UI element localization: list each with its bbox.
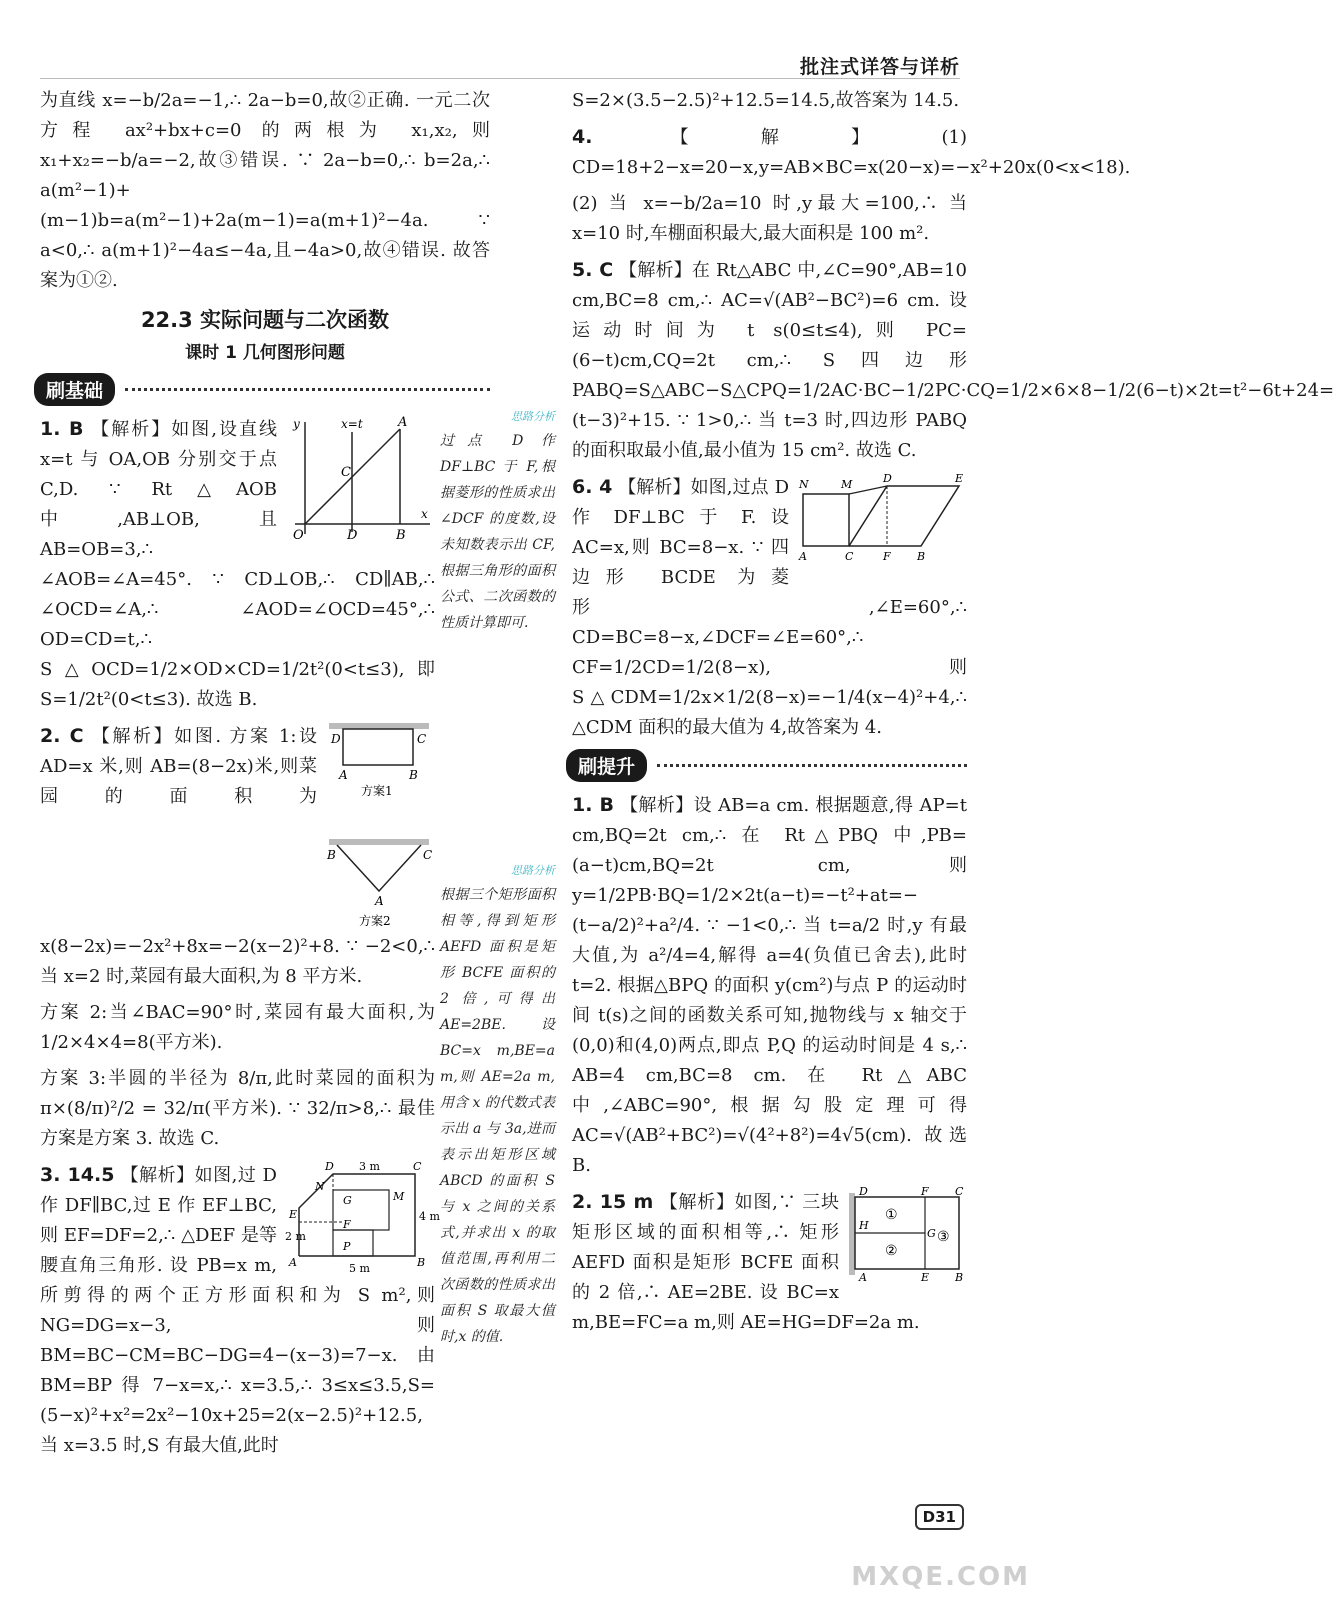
question-6-number: 6. 4 xyxy=(572,476,613,498)
fig3-label-p: P xyxy=(343,1240,351,1253)
fig3-square-1 xyxy=(333,1190,389,1230)
fig6-rhombus xyxy=(849,486,959,546)
fig6-label-a: A xyxy=(799,550,807,563)
question-5-number: 5. C xyxy=(572,259,614,281)
fig7-region-1: ① xyxy=(885,1207,898,1223)
fig2-caption-2: 方案2 xyxy=(359,914,391,928)
fig1-label-c: C xyxy=(341,465,351,480)
fig6-label-e: E xyxy=(955,472,964,485)
fig1-label-y: y xyxy=(293,417,300,431)
fig6-label-f: F xyxy=(883,550,891,563)
figure-6-rhombus-diagram xyxy=(797,472,967,564)
side-note-2-text: 根据三个矩形面积相等,得到矩形 AEFD 面积是矩形 BCFE 面积的 2 倍,可得出 AE=2BE. 设 BC=x m,BE=a m,则 AE=2a m,用含 x 的代数式表示出 a 与 3a,进而表示出矩形区域 ABCD 的面积 S 与 x 之间的关系式,并求出 x 的取值范围,再利用二次函数的性质求出面积 S 取最大值时,x 的值. xyxy=(440,887,555,1345)
question-4-text-part-2: (2) 当 x=−b/2a=10 时,y最大=100,∴ 当 x=10 时,车棚面积最大,最大面积是 100 m². xyxy=(572,193,967,244)
fig3-label-m: M xyxy=(393,1190,405,1203)
fig6-line-md xyxy=(849,486,887,494)
intro-paragraph: 为直线 x=−b/2a=−1,∴ 2a−b=0,故②正确. 一元二次方程 ax²+bx+c=0 的两根为 x₁,x₂,则 x₁+x₂=−b/a=−2,故③错误. ∵ 2a−b=0,∴ b=2a,∴ a(m²−1)+(m−1)b=a(m²−1)+2a(m−1)=a(m+1)²−4a. ∵ a<0,∴ a(m+1)²−4a≤−4a,且−4a>0,故④错误. 故答案为①②. xyxy=(40,90,490,291)
fig3-label-f: F xyxy=(343,1218,351,1231)
section-title: 22.3 实际问题与二次函数 xyxy=(140,308,390,332)
side-note-2-tag: 思路分析 xyxy=(511,864,555,877)
question-1-number: 1. B xyxy=(40,418,84,440)
advanced-question-1-text: 【解析】设 AB=a cm. 根据题意,得 AP=t cm,BQ=2t cm,∴ 在 Rt△PBQ 中,PB=(a−t)cm,BQ=2t cm,则 y=1/2PB·BQ=1/2×2t(a−t)=−t²+at=−(t−a/2)²+a²/4. ∵ −1<0,∴ 当 t=a/2 时,y 有最大值,为 a²/4=4,解得 a=4(负值已舍去),此时 t=2. 根据△BPQ 的面积 y(cm²)与点 P 的运动时间 t(s)之间的函数关系可知,抛物线与 x 轴交于(0,0)和(4,0)两点,即点 P,Q 的运动时间是 4 s,∴ AB=4 cm,BC=8 cm. 在 Rt△ABC 中,∠ABC=90°,根据勾股定理可得 AC=√(AB²+BC²)=√(4²+8²)=4√5(cm). 故选 B. xyxy=(572,795,967,1176)
fig3-label-c: C xyxy=(413,1160,422,1173)
fig6-label-m: M xyxy=(841,478,853,491)
fig7-region-2: ② xyxy=(885,1243,898,1259)
advanced-question-1-number: 1. B xyxy=(572,794,614,816)
basic-practice-badge xyxy=(34,373,490,406)
fig1-label-x-eq-t: x=t xyxy=(341,417,363,431)
fig1-label-d: D xyxy=(347,528,358,543)
badge-label: 刷基础 xyxy=(34,373,115,406)
fig7-label-a: A xyxy=(859,1271,867,1284)
figure-2-plan-1 xyxy=(325,721,435,799)
question-6-text: 【解析】如图,过点 D 作 DF⊥BC 于 F. 设 AC=x,则 BC=8−x. ∵ 四边形 BCDE 为菱形,∠E=60°,∴ CD=BC=8−x,∠DCF=∠E=60°,∴ CF=1/2CD=1/2(8−x),则 S△CDM=1/2x×1/2(8−x)=−1/4(x−4)²+4,∴ △CDM 面积的最大值为 4,故答案为 4. xyxy=(572,477,967,738)
fig1-label-x: x xyxy=(421,507,428,521)
fig1-label-a: A xyxy=(398,415,408,430)
question-5-text: 【解析】在 Rt△ABC 中,∠C=90°,AB=10 cm,BC=8 cm,∴ AC=√(AB²−BC²)=6 cm. 设运动时间为 t s(0≤t≤4),则 PC=(6−t)cm,CQ=2t cm,∴ S四边形PABQ=S△ABC−S△CPQ=1/2AC·BC−1/2PC·CQ=1/2×6×8−1/2(6−t)×2t=t²−6t+24=(t−3)²+15. ∵ 1>0,∴ 当 t=3 时,四边形 PABQ 的面积取最小值,最小值为 15 cm². 故选 C. xyxy=(572,260,1334,461)
fig2b-triangle xyxy=(337,845,421,891)
fig7-label-d: D xyxy=(859,1185,868,1198)
page-header-title: 批注式详答与详析 xyxy=(799,56,960,78)
fig3-label-d: D xyxy=(325,1160,334,1173)
fig7-label-e: E xyxy=(921,1271,930,1284)
fig2b-wall-hatch xyxy=(329,839,429,845)
question-4-text: 【解】(1) CD=18+2−x=20−x,y=AB×BC=x(20−x)=−x²+20x(0<x<18). xyxy=(572,127,1131,178)
question-2-plan-3-text: 方案 3:半圆的半径为 8/π,此时菜园的面积为 π×(8/π)²/2 = 32/π(平方米). ∵ 32/π>8,∴ 最佳方案是方案 3. 故选 C. xyxy=(40,1068,435,1149)
advanced-question-2-text: 【解析】如图,∵ 三块矩形区域的面积相等,∴ 矩形 AEFD 面积是矩形 BCFE 面积的 2 倍,∴ AE=2BE. 设 BC=x m,BE=FC=a m,则 AE=HG=DF=2a m. xyxy=(572,1192,920,1333)
fig2-wall-hatch xyxy=(329,723,429,729)
fig3-dim-right: 4 m xyxy=(419,1210,440,1223)
question-2-number: 2. C xyxy=(40,725,84,747)
fig3-label-b: B xyxy=(417,1256,426,1269)
fig6-label-d: D xyxy=(883,472,892,485)
fig7-label-g: G xyxy=(927,1227,936,1240)
fig6-label-b: B xyxy=(917,550,926,563)
fig2b-label-b: B xyxy=(327,848,336,862)
badge-dotted-rule-advanced xyxy=(657,764,967,767)
lesson-title: 课时 1 几何图形问题 xyxy=(185,343,345,363)
question-2 xyxy=(40,721,435,1154)
fig2b-label-c: C xyxy=(423,848,433,862)
question-1 xyxy=(40,414,435,715)
fig3-dim-bottom: 5 m xyxy=(349,1262,370,1275)
fig7-label-b: B xyxy=(955,1271,964,1284)
continuation-text: S=2×(3.5−2.5)²+12.5=14.5,故答案为 14.5. xyxy=(572,90,960,111)
side-note-1-text: 过点 D 作 DF⊥BC 于 F,根据菱形的性质求出∠DCF 的度数,设未知数表示出 CF,根据三角形的面积公式、二次函数的性质计算即可. xyxy=(440,433,555,631)
badge-dotted-rule xyxy=(125,388,490,391)
question-1-text: 【解析】如图,设直线 x=t 与 OA,OB 分别交于点 C,D. ∵ Rt△AOB 中,AB⊥OB,且 AB=OB=3,∴ ∠AOB=∠A=45°. ∵ CD⊥OB,∴ CD∥AB,∴ ∠OCD=∠A,∴ ∠AOD=∠OCD=45°,∴ OD=CD=t,∴ S△OCD=1/2×OD×CD=1/2t²(0<t≤3),即S=1/2t²(0<t≤3). 故选 B. xyxy=(40,419,435,710)
right-column xyxy=(572,86,1334,1344)
figure-1-coordinate-diagram xyxy=(285,414,435,544)
question-6 xyxy=(572,472,967,743)
advanced-question-2 xyxy=(572,1187,967,1338)
fig7-label-c: C xyxy=(955,1185,964,1198)
figure-2-plan-2 xyxy=(325,837,435,932)
side-note-2-block xyxy=(440,862,555,1350)
fig3-label-a: A xyxy=(289,1256,297,1269)
fig3-label-g: G xyxy=(343,1194,352,1207)
question-2-text: 【解析】如图. 方案 1:设 AD=x 米,则 AB=(8−2x)米,则菜园的面积为 x(8−2x)=−2x²+8x=−2(x−2)²+8. ∵ −2<0,∴ 当 x=2 时,菜园有最大面积,为 8 平方米. xyxy=(40,726,435,987)
fig1-label-o: O xyxy=(293,528,304,543)
fig6-label-n: N xyxy=(799,478,809,491)
watermark: MXQE.COM xyxy=(851,1562,1030,1592)
left-column xyxy=(40,86,490,1467)
fig7-wall-hatch xyxy=(849,1193,855,1275)
figure-2-group xyxy=(325,721,435,932)
question-3 xyxy=(40,1160,440,1461)
fig2-label-a: A xyxy=(339,768,348,782)
header-divider xyxy=(40,78,960,79)
fig2-label-c: C xyxy=(417,732,427,746)
side-note-1-block xyxy=(440,408,555,636)
fig3-label-n: N xyxy=(315,1180,325,1193)
advanced-practice-badge xyxy=(566,749,967,782)
fig6-label-c: C xyxy=(845,550,854,563)
fig6-square xyxy=(803,494,849,546)
question-4-number: 4. xyxy=(572,126,593,148)
fig7-label-f: F xyxy=(921,1185,929,1198)
fig2-rectangle xyxy=(343,729,413,765)
fig3-dim-top: 3 m xyxy=(359,1160,380,1173)
fig3-square-2 xyxy=(333,1230,373,1256)
fig7-label-h: H xyxy=(859,1219,869,1232)
badge-label-advanced: 刷提升 xyxy=(566,749,647,782)
question-3-text: 【解析】如图,过 D 作 DF∥BC,过 E 作 EF⊥BC,则 EF=DF=2,∴ △DEF 是等腰直角三角形. 设 PB=x m,所剪得的两个正方形面积和为 S m²,则 NG=DG=x−3,则 BM=BC−CM=BC−DG=4−(x−3)=7−x. 由 BM=BP 得 7−x=x,∴ x=3.5,∴ 3≤x≤3.5,S=(5−x)²+x²=2x²−10x+25=2(x−2.5)²+12.5,当 x=3.5 时,S 有最大值,此时 xyxy=(40,1165,435,1456)
fig2-label-b: B xyxy=(409,768,418,782)
fig3-label-e: E xyxy=(289,1208,298,1221)
question-2-plan-2-text: 方案 2:当∠BAC=90°时,菜园有最大面积,为 1/2×4×4=8(平方米). xyxy=(40,1002,435,1053)
figure-7-three-rectangles xyxy=(847,1187,967,1283)
question-3-number: 3. 14.5 xyxy=(40,1164,115,1186)
side-note-1-tag: 思路分析 xyxy=(511,410,555,423)
fig2b-label-a: A xyxy=(375,894,384,908)
page-number: D31 xyxy=(915,1504,964,1530)
fig2-label-d: D xyxy=(331,732,341,746)
advanced-question-2-number: 2. 15 m xyxy=(572,1191,654,1213)
fig7-region-3: ③ xyxy=(937,1229,950,1245)
fig2-caption-1: 方案1 xyxy=(361,784,393,798)
fig3-dim-left: 2 m xyxy=(285,1230,306,1243)
fig1-label-b: B xyxy=(396,528,406,543)
figure-3-garden-diagram xyxy=(285,1160,440,1280)
